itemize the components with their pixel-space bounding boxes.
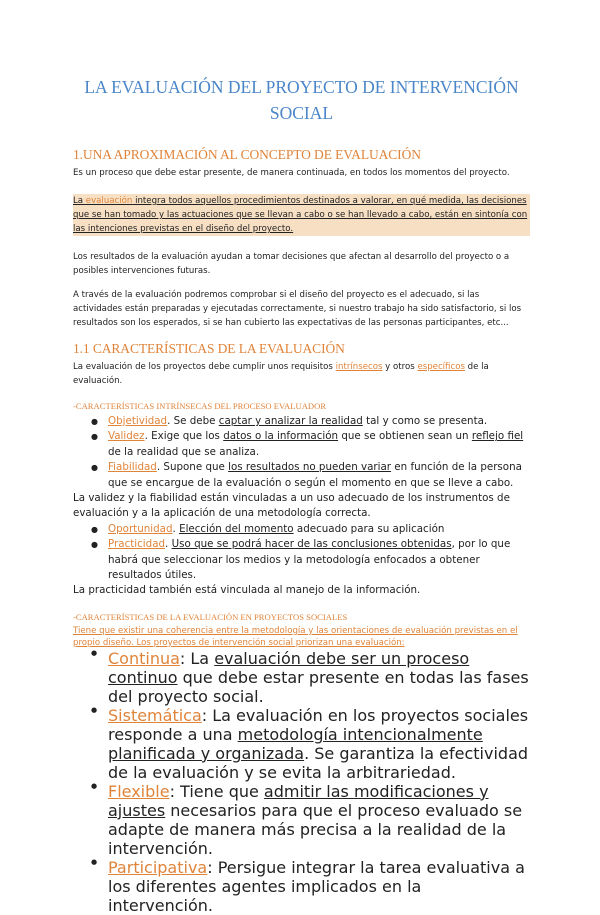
document-title: LA EVALUACIÓN DEL PROYECTO DE INTERVENCIÓN SOCIAL bbox=[84, 77, 519, 123]
list-item: ● Oportunidad. Elección del momento adecuado para su aplicación bbox=[108, 522, 530, 537]
validity-note: La validez y la fiabilidad están vinculadas a un uso adecuado de los instrumentos de evaluación y a la aplicación de una metodología correcta. bbox=[73, 492, 510, 520]
section-1-1-heading: 1.1 CARACTERÍSTICAS DE LA EVALUACIÓN bbox=[73, 341, 345, 356]
list-item: ● Flexible: Tiene que admitir las modificaciones y ajustes necesarios para que el proceso evaluado se adapte de manera más precisa a la realidad de la intervención. bbox=[108, 782, 530, 858]
s1-paragraph-4: A través de la evaluación podremos comprobar si el diseño del proyecto es el adecuado, si las actividades están preparadas y ejecutadas correctamente, si nuestro trabajo ha sido satisfactorio, si los resultados son los esperados, si se han cubierto las expectativas de las personas participantes, etc... bbox=[73, 290, 522, 328]
social-list bbox=[73, 649, 530, 915]
intrinsic-list bbox=[73, 414, 530, 491]
social-projects-note: Tiene que existir una coherencia entre la metodología y las orientaciones de evaluación previstas en el propio diseño. Los proyectos de intervención social priorizan una evaluación: bbox=[73, 625, 518, 648]
list-item: ● Fiabilidad. Supone que los resultados no pueden variar en función de la persona que se encargue de la evaluación o según el momento en que se lleve a cabo. bbox=[108, 460, 530, 491]
intrinsic-list-2 bbox=[73, 522, 530, 584]
list-item: ● Objetividad. Se debe captar y analizar la realidad tal y como se presenta. bbox=[108, 414, 530, 429]
list-item: ● Continua: La evaluación debe ser un proceso continuo que debe estar presente en todas las fases del proyecto social. bbox=[108, 649, 530, 706]
subheading-social-projects: -CARACTERÍSTICAS DE LA EVALUACIÓN EN PROYECTOS SOCIALES bbox=[73, 611, 348, 622]
list-item: ● Participativa: Persigue integrar la tarea evaluativa a los diferentes agentes implicados en la intervención. bbox=[108, 858, 530, 915]
section-1-heading: 1.UNA APROXIMACIÓN AL CONCEPTO DE EVALUACIÓN bbox=[73, 147, 421, 162]
s1-paragraph-3: Los resultados de la evaluación ayudan a tomar decisiones que afectan al desarrollo del proyecto o a posibles intervenciones futuras. bbox=[73, 252, 510, 276]
s2-intro: La evaluación de los proyectos debe cumplir unos requisitos intrínsecos y otros específicos de la evaluación. bbox=[73, 362, 489, 386]
subheading-intrinsic: -CARACTERÍSTICAS INTRÍNSECAS DEL PROCESO EVALUADOR bbox=[73, 401, 327, 411]
list-item: ● Sistemática: La evaluación en los proyectos sociales responde a una metodología intencionalmente planificada y organizada. Se garantiza la efectividad de la evaluación y se evita la arbitrariedad. bbox=[108, 706, 530, 782]
s1-paragraph-1: Es un proceso que debe estar presente, de manera continuada, en todos los momentos del proyecto. bbox=[73, 168, 510, 178]
s1-highlighted-definition: La evaluación integra todos aquellos procedimientos destinados a valorar, en qué medida, las decisiones que se han tomado y las actuaciones que se llevan a cabo o se han llevado a cabo, están en sintonía con las intenciones previstas en el diseño del proyecto. bbox=[73, 194, 530, 236]
practicality-note: La practicidad también está vinculada al manejo de la información. bbox=[73, 584, 421, 597]
list-item: ● Validez. Exige que los datos o la información que se obtienen sean un reflejo fiel de la realidad que se analiza. bbox=[108, 429, 530, 460]
list-item: ● Practicidad. Uso que se podrá hacer de las conclusiones obtenidas, por lo que habrá que seleccionar los medios y la metodología enfocados a obtener resultados útiles. bbox=[108, 537, 530, 583]
